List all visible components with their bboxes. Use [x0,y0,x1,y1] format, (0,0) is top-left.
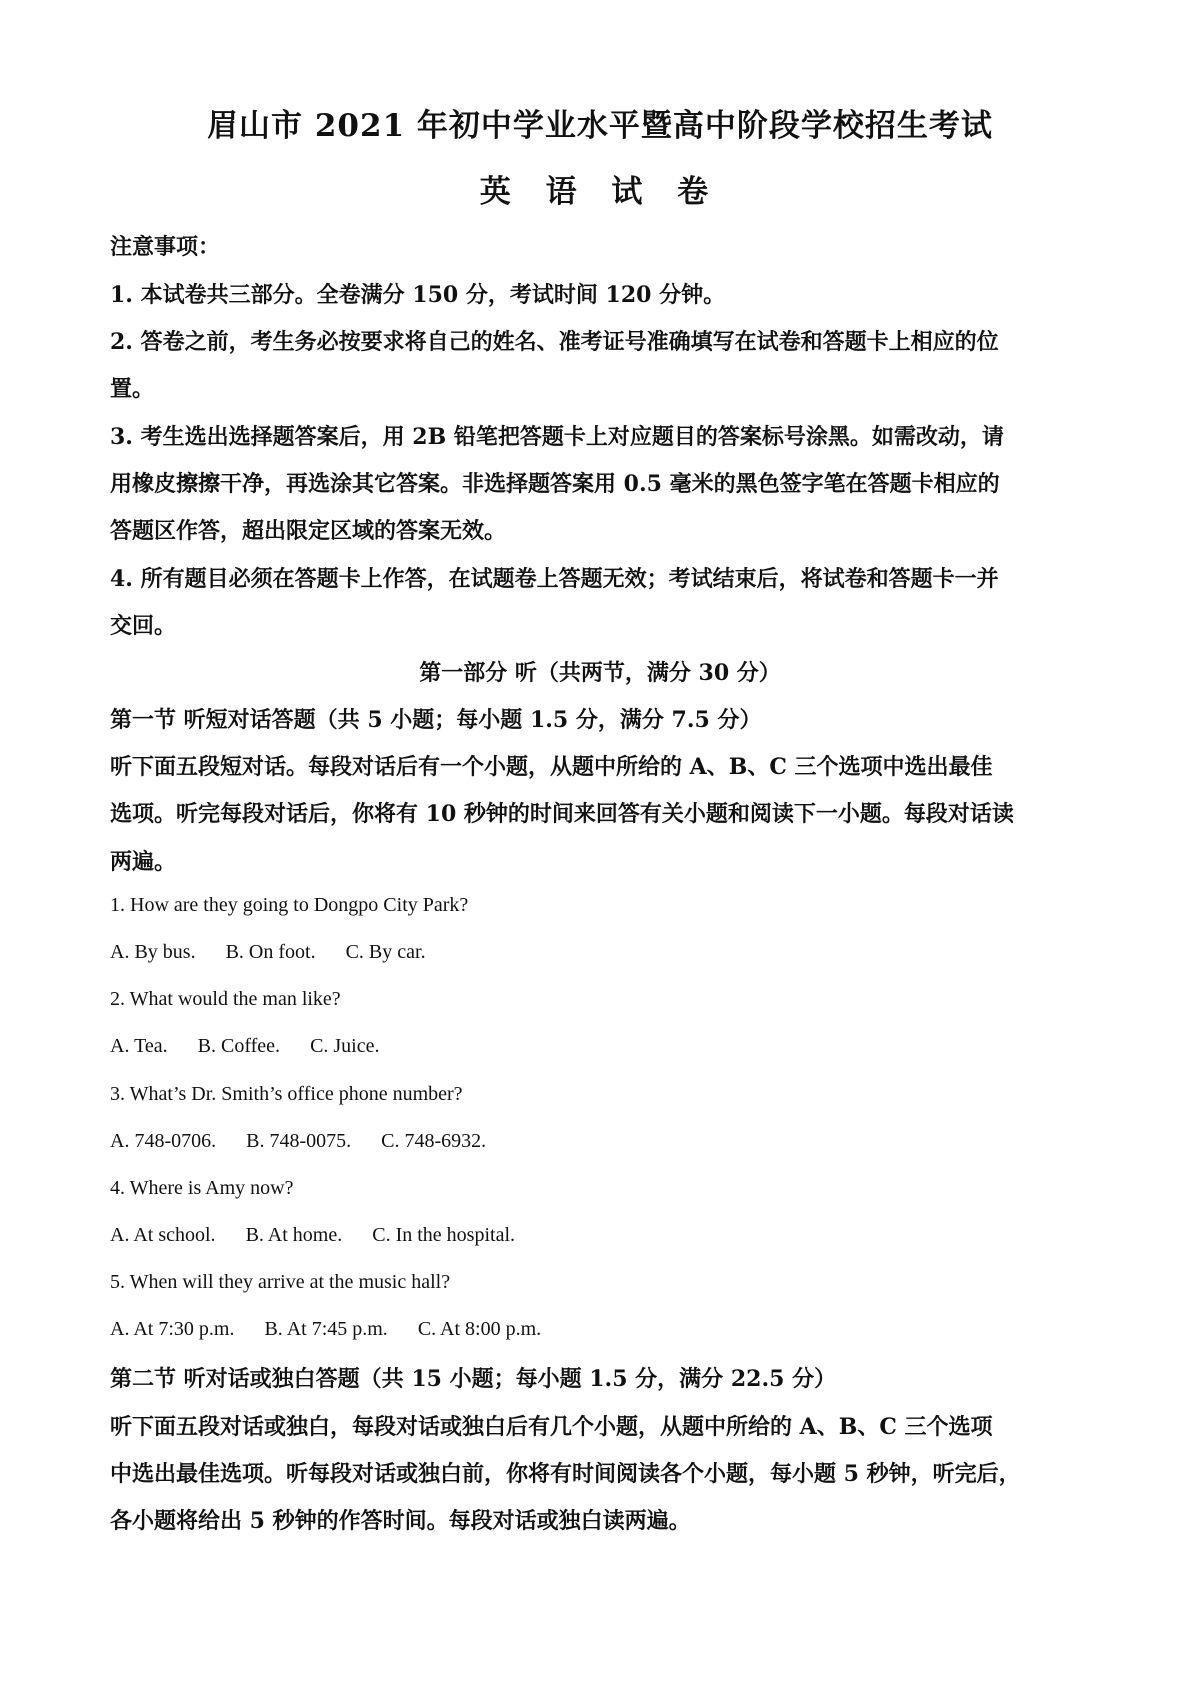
question-4-options [110,1224,545,1247]
notice-line: 1. 本试卷共三部分。全卷满分 150 分，考试时间 120 分钟。 [110,282,726,308]
question-2: 2. What would the man like? [110,988,341,1010]
section2-instruction: 听下面五段对话或独白，每段对话或独白后有几个小题，从题中所给的 A、B、C 三个选项 [110,1414,993,1440]
question-4: 4. Where is Amy now? [110,1177,294,1199]
section1-instruction: 听下面五段短对话。每段对话后有一个小题，从题中所给的 A、B、C 三个选项中选出最佳 [110,754,993,780]
question-2-options [110,1035,410,1058]
question-1-options [110,941,456,964]
option-c: C. By car. [345,941,426,963]
notice-line: 4. 所有题目必须在答题卡上作答，在试题卷上答题无效；考试结束后，将试卷和答题卡一并 [110,566,999,592]
section2-instruction: 中选出最佳选项。听每段对话或独白前，你将有时间阅读各个小题，每小题 5 秒钟，听完后， [110,1461,1021,1487]
option-a: A. Tea. [110,1035,168,1057]
section2-title: 第二节 听对话或独白答题（共 15 小题；每小题 1.5 分，满分 22.5 分） [110,1366,837,1392]
option-b: B. On foot. [225,941,316,963]
option-a: A. At school. [110,1224,216,1246]
section2-instruction: 各小题将给出 5 秒钟的作答时间。每段对话或独白读两遍。 [110,1508,691,1534]
option-b: B. Coffee. [197,1035,281,1057]
exam-title: 眉山市 2021 年初中学业水平暨高中阶段学校招生考试 [207,108,993,144]
section1-instruction: 选项。听完每段对话后，你将有 10 秒钟的时间来回答有关小题和阅读下一小题。每段对话读 [110,801,1014,827]
option-c: C. At 8:00 p.m. [417,1318,542,1340]
question-5: 5. When will they arrive at the music hall? [110,1271,451,1293]
section1-title: 第一节 听短对话答题（共 5 小题；每小题 1.5 分，满分 7.5 分） [110,707,762,733]
section1-instruction: 两遍。 [110,849,177,875]
option-b: B. At 7:45 p.m. [264,1318,388,1340]
exam-subtitle: 英 语 试 卷 [479,174,721,210]
option-a: A. At 7:30 p.m. [110,1318,235,1340]
option-b: B. 748-0075. [246,1130,352,1152]
option-c: C. Juice. [310,1035,380,1057]
notice-line: 置。 [110,376,155,402]
notice-line: 交回。 [110,613,177,639]
notice-heading: 注意事项： [110,234,221,260]
question-1: 1. How are they going to Dongpo City Park? [110,894,469,916]
notice-line: 用橡皮擦擦干净，再选涂其它答案。非选择题答案用 0.5 毫米的黑色签字笔在答题卡相应的 [110,471,1000,497]
question-3: 3. What’s Dr. Smith’s office phone number? [110,1083,463,1105]
part1-title: 第一部分 听（共两节，满分 30 分） [419,660,781,686]
notice-line: 2. 答卷之前，考生务必按要求将自己的姓名、准考证号准确填写在试卷和答题卡上相应的位 [110,329,999,355]
notice-line: 3. 考生选出选择题答案后，用 2B 铅笔把答题卡上对应题目的答案标号涂黑。如需改动，请 [110,424,1004,450]
option-a: A. 748-0706. [110,1130,217,1152]
option-c: C. In the hospital. [372,1224,515,1246]
question-3-options [110,1130,516,1153]
notice-line: 答题区作答，超出限定区域的答案无效。 [110,518,507,544]
option-a: A. By bus. [110,941,196,963]
question-5-options [110,1318,571,1341]
option-c: C. 748-6932. [381,1130,487,1152]
option-b: B. At home. [245,1224,343,1246]
